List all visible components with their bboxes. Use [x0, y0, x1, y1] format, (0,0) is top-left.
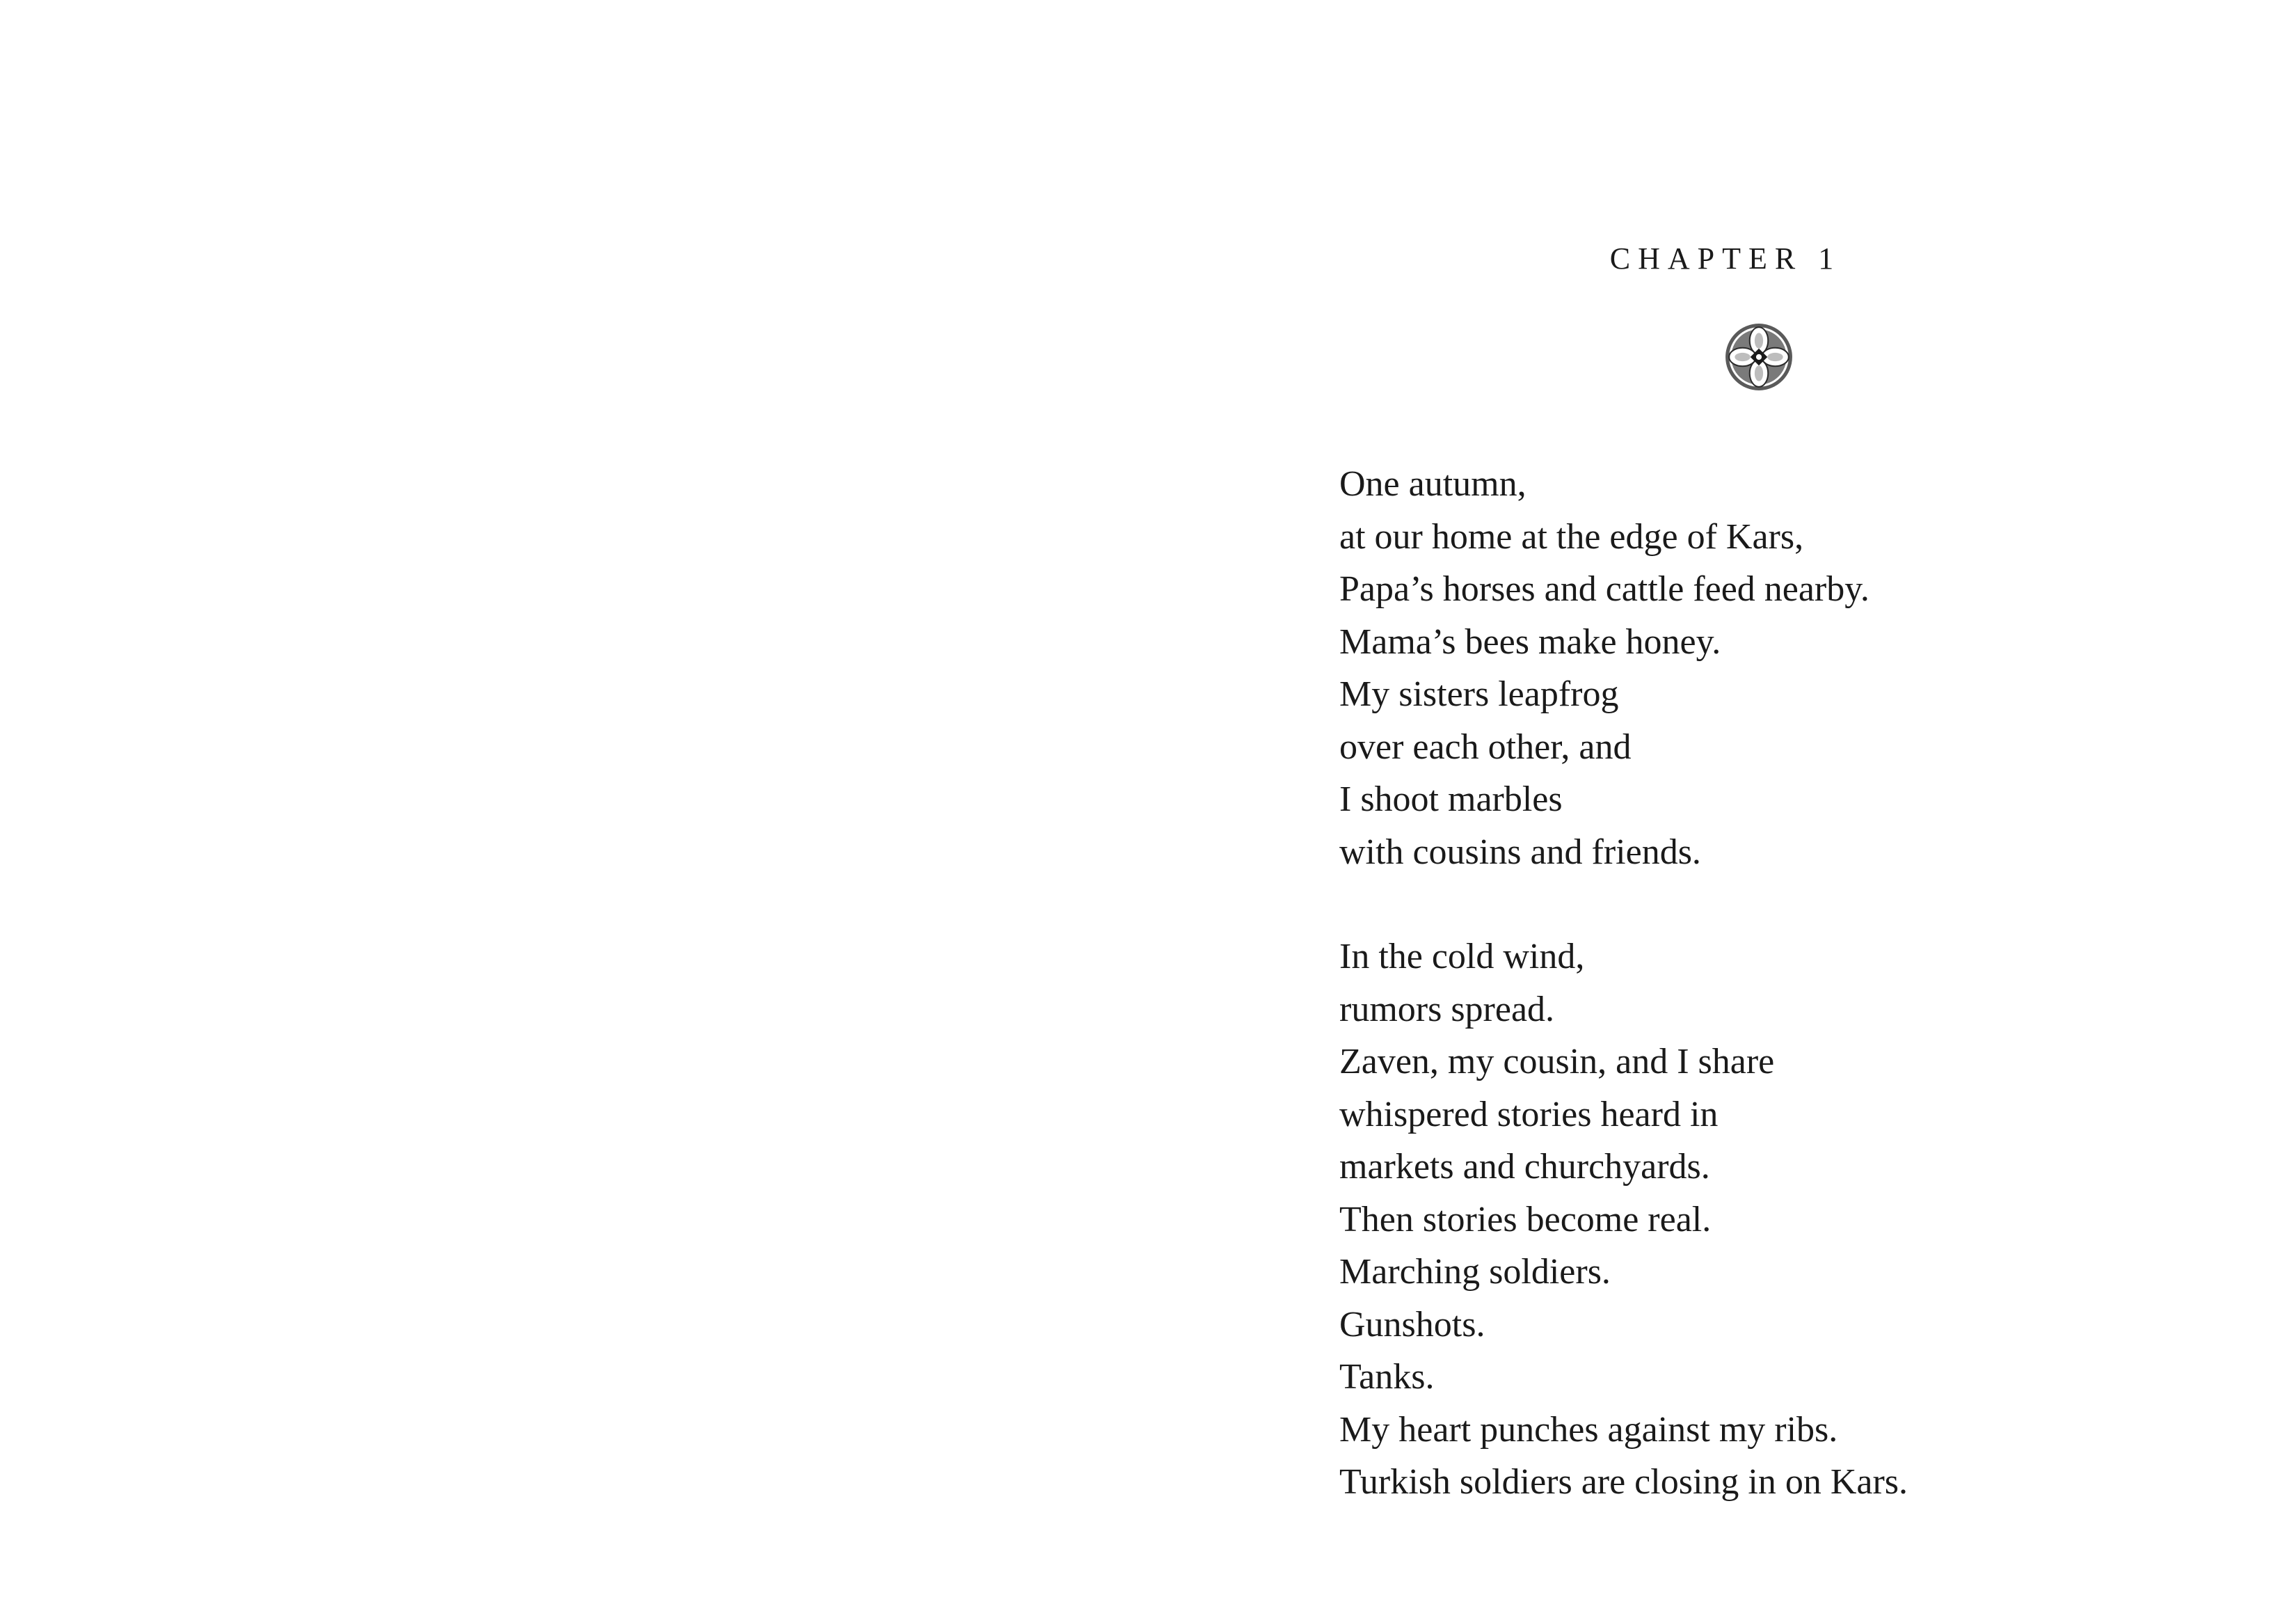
- poem-line: at our home at the edge of Kars,: [1339, 516, 1804, 557]
- poem-line: Then stories become real.: [1339, 1199, 1712, 1239]
- poem-line: My heart punches against my ribs.: [1339, 1409, 1838, 1450]
- poem-line: One autumn,: [1339, 464, 1526, 504]
- poem-line: In the cold wind,: [1339, 937, 1585, 976]
- poem-line: Turkish soldiers are closing in on Kars.: [1339, 1462, 1908, 1502]
- poem-line: with cousins and friends.: [1339, 832, 1701, 872]
- poem-body: [1339, 458, 2105, 1561]
- poem-line: Mama’s bees make honey.: [1339, 621, 1721, 662]
- poem-line: rumors spread.: [1339, 989, 1555, 1029]
- floral-medallion-icon: [1723, 322, 1794, 392]
- poem-line: over each other, and: [1339, 727, 1632, 767]
- poem-line: Marching soldiers.: [1339, 1252, 1611, 1292]
- poem-line: Papa’s horses and cattle feed nearby.: [1339, 569, 1870, 609]
- chapter-heading: CHAPTER 1: [1609, 241, 1842, 276]
- poem-line: My sisters leapfrog: [1339, 674, 1619, 714]
- poem-line: Zaven, my cousin, and I share: [1339, 1042, 1775, 1081]
- poem-line: whispered stories heard in: [1339, 1094, 1719, 1134]
- poem-line: Gunshots.: [1339, 1304, 1485, 1345]
- stanza-2: [1339, 930, 2105, 1509]
- stanza-1: [1339, 458, 2105, 878]
- poem-line: Tanks.: [1339, 1357, 1435, 1397]
- poem-line: I shoot marbles: [1339, 779, 1563, 819]
- poem-line: markets and churchyards.: [1339, 1147, 1710, 1187]
